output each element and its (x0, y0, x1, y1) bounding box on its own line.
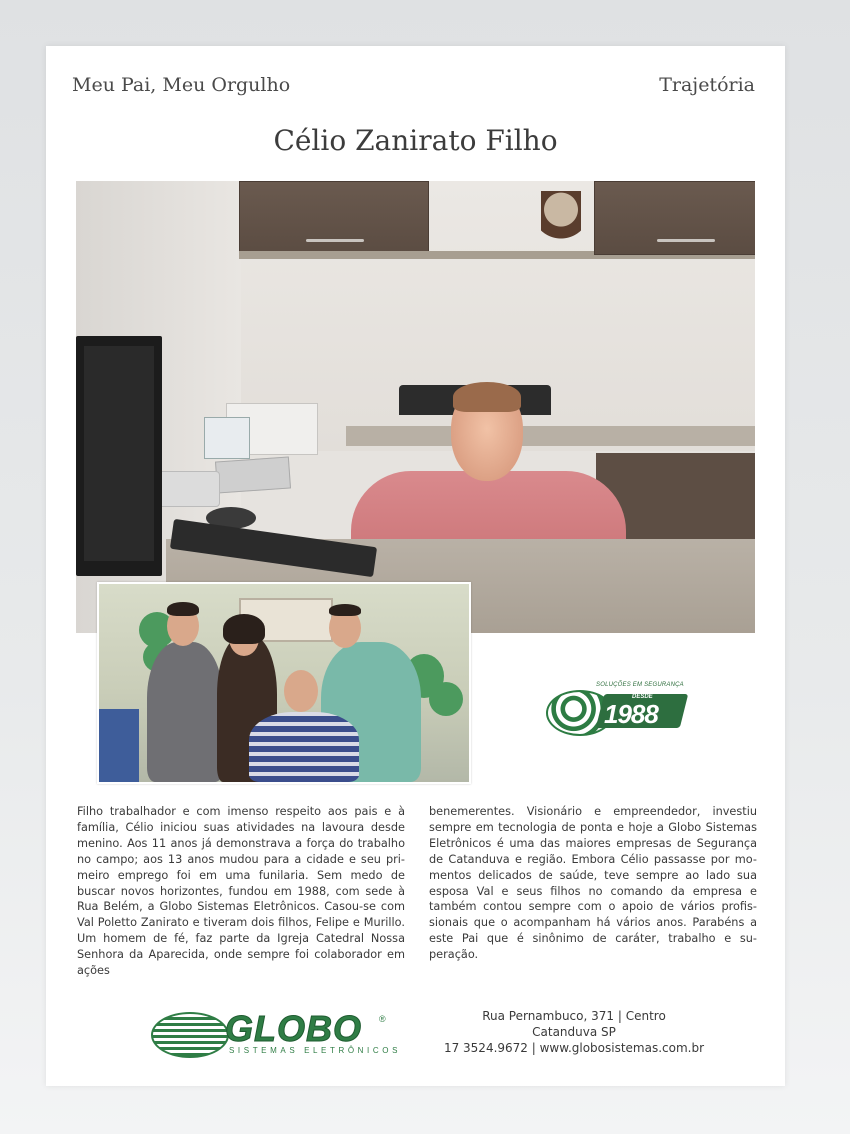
desk-calendar (204, 417, 250, 459)
office-portrait-photo (76, 181, 755, 633)
family-photo (97, 582, 471, 784)
registered-mark: ® (379, 1014, 386, 1024)
badge-tagline: SOLUÇÕES EM SEGURANÇA (596, 682, 684, 688)
company-address (424, 1008, 724, 1056)
badge-year: 1988 (604, 699, 658, 729)
computer-monitor (76, 336, 162, 576)
globo-logo (151, 1008, 402, 1060)
page-title: Célio Zanirato Filho (273, 124, 558, 157)
body-text-right: benemerentes. Visionário e empreendedor, investiu sempre em tecnologia de ponta e hoje a Globo Sistemas Eletrônicos é uma das maiores empresas de Segurança de Catanduva e região. Embora Célio passasse por mo-mentos delicados de saúde, teve sempre ao lado sua esposa Val e seus filhos no comando da empresa e também contou sempre com o apoio de vários profis-sionais que o acompanham há vários anos. Parabéns a este Pai que é sinônimo de caráter, trabalho e su-peração. (429, 805, 757, 962)
father (249, 712, 359, 782)
globe-icon (151, 1012, 229, 1058)
address-city: Catanduva SP (532, 1025, 616, 1039)
desk-phone (156, 471, 220, 507)
logo-subtitle: SISTEMAS ELETRÔNICOS (229, 1046, 402, 1055)
son-left (147, 642, 223, 782)
religious-figure (541, 191, 581, 253)
calculator (215, 456, 291, 493)
category-label: Trajetória (659, 74, 755, 96)
address-street: Rua Pernambuco, 371 | Centro (482, 1009, 666, 1023)
badge-desde: DESDE (632, 694, 653, 700)
section-label: Meu Pai, Meu Orgulho (72, 74, 291, 96)
logo-wordmark: GLOBO (225, 1008, 362, 1049)
since-1988-badge (546, 682, 686, 740)
body-text-left: Filho trabalhador e com imenso respeito aos pais e à família, Célio iniciou suas atividades na lavoura desde menino. Aos 11 anos já demonstrava a força do trabalho no campo; aos 13 anos mudou para a cidade e seu pri-meiro emprego foi em uma funilaria. Sem medo de buscar novos horizontes, fundou em 1988, com sede à Rua Belém, a Globo Sistemas Eletrônicos. Casou-se com Val Poletto Zanirato e tiveram dois filhos, Felipe e Murillo. Um homem de fé, faz parte da Igreja Catedral Nossa Senhora da Aparecida, onde sempre foi colaborador em ações (77, 805, 405, 978)
magazine-page (46, 46, 785, 1086)
upper-cabinet-left (239, 181, 429, 255)
upper-cabinet-right (594, 181, 755, 255)
address-contact: 17 3524.9672 | www.globosistemas.com.br (443, 1041, 705, 1055)
